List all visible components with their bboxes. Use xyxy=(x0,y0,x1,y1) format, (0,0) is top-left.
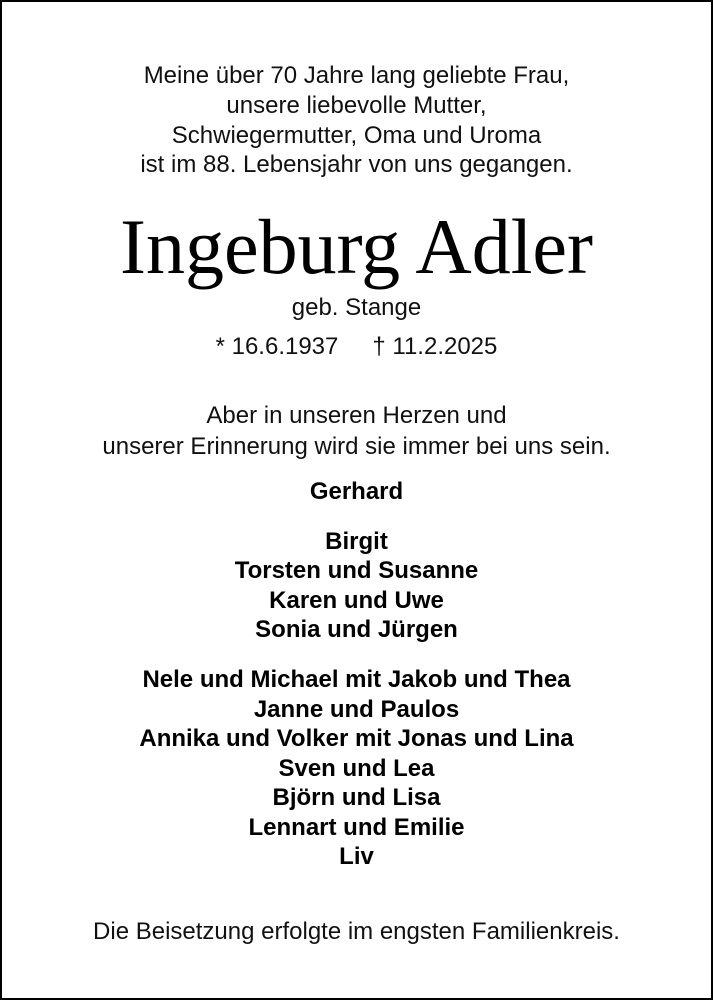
mourner-child: Birgit xyxy=(325,528,388,555)
intro-line: unsere liebevolle Mutter, xyxy=(226,92,487,119)
mourner-grandchild: Björn und Lisa xyxy=(272,784,441,811)
verse-line: Aber in unseren Herzen und xyxy=(206,402,507,429)
mourner-child: Torsten und Susanne xyxy=(234,557,479,584)
intro-line: Meine über 70 Jahre lang geliebte Frau, xyxy=(143,62,570,89)
life-dates xyxy=(2,333,711,361)
verse-line: unserer Erinnerung wird sie immer bei uns sein. xyxy=(102,433,611,460)
mourner-spouse: Gerhard xyxy=(309,478,404,505)
mourner-child: Sonia und Jürgen xyxy=(255,616,458,643)
closing-line: Die Beisetzung erfolgte im engsten Familienkreis. xyxy=(93,918,620,945)
birth-date: * 16.6.1937 xyxy=(215,333,339,360)
mourner-child: Karen und Uwe xyxy=(269,587,444,614)
maiden-name: geb. Stange xyxy=(291,294,422,321)
intro-line: Schwiegermutter, Oma und Uroma xyxy=(171,122,542,149)
mourner-grandchild: Nele und Michael mit Jakob und Thea xyxy=(142,666,571,693)
mourner-grandchild: Janne und Paulos xyxy=(253,696,460,723)
death-date: † 11.2.2025 xyxy=(372,333,498,360)
intro-line: ist im 88. Lebensjahr von uns gegangen. xyxy=(140,151,573,178)
mourner-grandchild: Annika und Volker mit Jonas und Lina xyxy=(139,725,574,752)
mourner-grandchild: Lennart und Emilie xyxy=(248,814,465,841)
mourner-grandchild: Liv xyxy=(339,843,374,870)
mourner-grandchild: Sven und Lea xyxy=(278,755,435,782)
deceased-name: Ingeburg Adler xyxy=(120,203,593,290)
